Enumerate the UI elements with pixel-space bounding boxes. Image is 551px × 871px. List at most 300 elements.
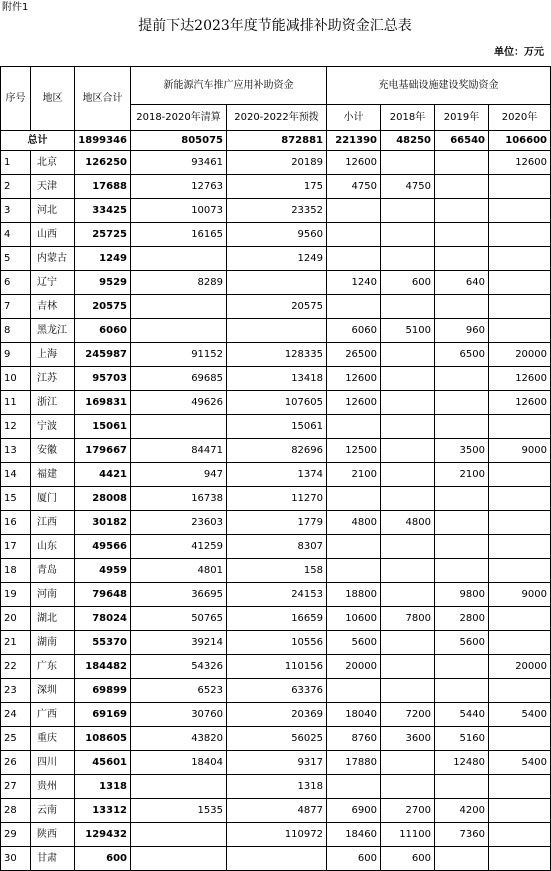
row-cell — [489, 199, 551, 223]
row-cell — [435, 775, 489, 799]
row-cell — [489, 175, 551, 199]
row-cell: 5400 — [489, 703, 551, 727]
row-cell: 6900 — [327, 799, 381, 823]
row-cell — [435, 487, 489, 511]
row-cell: 9317 — [227, 751, 327, 775]
row-cell — [227, 271, 327, 295]
row-region: 青岛 — [31, 559, 75, 583]
row-cell — [435, 247, 489, 271]
row-region: 厦门 — [31, 487, 75, 511]
row-region-total: 49566 — [75, 535, 131, 559]
row-cell — [131, 775, 227, 799]
row-seq: 2 — [1, 175, 31, 199]
row-cell — [435, 295, 489, 319]
table-row — [1, 583, 551, 607]
row-cell: 10556 — [227, 631, 327, 655]
row-cell: 9000 — [489, 583, 551, 607]
row-cell: 2100 — [327, 463, 381, 487]
row-cell — [327, 415, 381, 439]
row-seq: 17 — [1, 535, 31, 559]
table-row — [1, 223, 551, 247]
row-seq: 27 — [1, 775, 31, 799]
row-region-total: 6060 — [75, 319, 131, 343]
row-cell: 20369 — [227, 703, 327, 727]
table-row — [1, 439, 551, 463]
row-cell: 16738 — [131, 487, 227, 511]
table-row — [1, 319, 551, 343]
row-cell — [381, 223, 435, 247]
row-cell — [435, 199, 489, 223]
row-region-total: 78024 — [75, 607, 131, 631]
row-cell — [381, 655, 435, 679]
row-seq: 12 — [1, 415, 31, 439]
row-cell: 23352 — [227, 199, 327, 223]
row-cell: 12600 — [327, 151, 381, 175]
row-cell: 5600 — [435, 631, 489, 655]
header-region-total: 地区合计 — [75, 67, 131, 131]
row-cell — [489, 631, 551, 655]
row-cell — [381, 151, 435, 175]
row-cell — [381, 295, 435, 319]
row-cell: 43820 — [131, 727, 227, 751]
table-row — [1, 679, 551, 703]
row-seq: 3 — [1, 199, 31, 223]
row-cell — [489, 679, 551, 703]
row-seq: 28 — [1, 799, 31, 823]
row-cell: 7360 — [435, 823, 489, 847]
header-charge-2020: 2020年 — [489, 105, 551, 131]
table-row — [1, 727, 551, 751]
header-nev-group: 新能源汽车推广应用补助资金 — [131, 67, 327, 105]
row-cell: 15061 — [227, 415, 327, 439]
row-cell: 110972 — [227, 823, 327, 847]
table-row — [1, 367, 551, 391]
header-region: 地区 — [31, 67, 75, 131]
row-cell: 12600 — [489, 367, 551, 391]
row-seq: 7 — [1, 295, 31, 319]
row-region: 湖南 — [31, 631, 75, 655]
row-cell — [489, 319, 551, 343]
row-cell: 12600 — [489, 391, 551, 415]
row-cell — [489, 415, 551, 439]
row-seq: 14 — [1, 463, 31, 487]
row-region-total: 108605 — [75, 727, 131, 751]
row-region: 河北 — [31, 199, 75, 223]
row-cell: 82696 — [227, 439, 327, 463]
row-cell: 2800 — [435, 607, 489, 631]
row-region: 辽宁 — [31, 271, 75, 295]
row-cell: 3600 — [381, 727, 435, 751]
row-cell: 56025 — [227, 727, 327, 751]
row-cell: 7800 — [381, 607, 435, 631]
row-region-total: 17688 — [75, 175, 131, 199]
total-cell: 221390 — [327, 131, 381, 151]
row-cell — [131, 823, 227, 847]
row-cell: 175 — [227, 175, 327, 199]
row-cell — [435, 511, 489, 535]
row-cell — [327, 487, 381, 511]
row-cell: 17880 — [327, 751, 381, 775]
row-cell: 12763 — [131, 175, 227, 199]
row-region: 天津 — [31, 175, 75, 199]
row-cell: 5160 — [435, 727, 489, 751]
row-cell — [381, 535, 435, 559]
row-region: 山东 — [31, 535, 75, 559]
unit-label: 单位：万元 — [494, 47, 544, 58]
row-cell: 4750 — [327, 175, 381, 199]
row-region: 上海 — [31, 343, 75, 367]
row-cell: 11100 — [381, 823, 435, 847]
table-row — [1, 151, 551, 175]
row-seq: 1 — [1, 151, 31, 175]
row-cell — [327, 535, 381, 559]
row-cell: 9800 — [435, 583, 489, 607]
row-cell — [381, 751, 435, 775]
row-cell: 4877 — [227, 799, 327, 823]
row-seq: 19 — [1, 583, 31, 607]
row-region-total: 20575 — [75, 295, 131, 319]
row-region: 陕西 — [31, 823, 75, 847]
row-region-total: 4421 — [75, 463, 131, 487]
row-region-total: 13312 — [75, 799, 131, 823]
row-region-total: 9529 — [75, 271, 131, 295]
row-region-total: 169831 — [75, 391, 131, 415]
header-charge-2019: 2019年 — [435, 105, 489, 131]
row-cell — [435, 559, 489, 583]
row-region-total: 30182 — [75, 511, 131, 535]
row-cell: 8307 — [227, 535, 327, 559]
total-cell: 66540 — [435, 131, 489, 151]
row-cell: 6523 — [131, 679, 227, 703]
total-label: 总计 — [1, 131, 75, 151]
row-region-total: 600 — [75, 847, 131, 871]
row-cell — [327, 775, 381, 799]
row-region: 安徽 — [31, 439, 75, 463]
row-cell: 20000 — [489, 343, 551, 367]
row-cell: 947 — [131, 463, 227, 487]
table-row — [1, 559, 551, 583]
row-cell: 39214 — [131, 631, 227, 655]
row-cell — [381, 391, 435, 415]
row-cell: 84471 — [131, 439, 227, 463]
total-cell: 106600 — [489, 131, 551, 151]
row-region-total: 95703 — [75, 367, 131, 391]
row-seq: 13 — [1, 439, 31, 463]
row-cell: 4750 — [381, 175, 435, 199]
row-seq: 10 — [1, 367, 31, 391]
row-cell — [435, 223, 489, 247]
row-seq: 29 — [1, 823, 31, 847]
row-seq: 18 — [1, 559, 31, 583]
row-cell — [381, 583, 435, 607]
table-row — [1, 295, 551, 319]
row-seq: 5 — [1, 247, 31, 271]
row-cell: 18460 — [327, 823, 381, 847]
row-region-total: 55370 — [75, 631, 131, 655]
row-cell: 6500 — [435, 343, 489, 367]
table-row — [1, 511, 551, 535]
row-cell: 20575 — [227, 295, 327, 319]
table-row — [1, 631, 551, 655]
table-row — [1, 487, 551, 511]
row-cell — [381, 415, 435, 439]
row-cell: 50765 — [131, 607, 227, 631]
row-region-total: 69899 — [75, 679, 131, 703]
table-row — [1, 607, 551, 631]
row-cell: 54326 — [131, 655, 227, 679]
row-cell: 5600 — [327, 631, 381, 655]
row-cell — [489, 607, 551, 631]
row-cell: 12600 — [489, 151, 551, 175]
row-cell — [489, 295, 551, 319]
row-region: 福建 — [31, 463, 75, 487]
row-cell: 640 — [435, 271, 489, 295]
row-cell — [227, 847, 327, 871]
row-cell: 41259 — [131, 535, 227, 559]
row-cell: 107605 — [227, 391, 327, 415]
row-cell: 93461 — [131, 151, 227, 175]
row-cell — [131, 295, 227, 319]
row-cell — [489, 559, 551, 583]
row-cell — [327, 559, 381, 583]
row-seq: 30 — [1, 847, 31, 871]
row-cell: 5100 — [381, 319, 435, 343]
row-cell — [435, 847, 489, 871]
page-title: 提前下达2023年度节能减排补助资金汇总表 — [138, 18, 412, 34]
row-cell: 18404 — [131, 751, 227, 775]
row-region-total: 1318 — [75, 775, 131, 799]
row-cell — [227, 319, 327, 343]
header-nev-clearing: 2018-2020年清算 — [131, 105, 227, 131]
row-cell: 16165 — [131, 223, 227, 247]
table-row — [1, 703, 551, 727]
row-seq: 20 — [1, 607, 31, 631]
row-cell — [489, 847, 551, 871]
row-cell: 24153 — [227, 583, 327, 607]
row-cell: 128335 — [227, 343, 327, 367]
row-region-total: 184482 — [75, 655, 131, 679]
row-region: 深圳 — [31, 679, 75, 703]
row-region: 甘肃 — [31, 847, 75, 871]
row-cell: 8760 — [327, 727, 381, 751]
row-cell — [131, 847, 227, 871]
table-row — [1, 247, 551, 271]
row-cell: 1535 — [131, 799, 227, 823]
header-charge-subtotal: 小计 — [327, 105, 381, 131]
row-region-total: 69169 — [75, 703, 131, 727]
row-seq: 21 — [1, 631, 31, 655]
row-seq: 4 — [1, 223, 31, 247]
row-cell: 12480 — [435, 751, 489, 775]
row-region-total: 79648 — [75, 583, 131, 607]
row-cell: 10073 — [131, 199, 227, 223]
row-region: 山西 — [31, 223, 75, 247]
row-region-total: 179667 — [75, 439, 131, 463]
row-cell: 36695 — [131, 583, 227, 607]
row-region: 黑龙江 — [31, 319, 75, 343]
row-cell — [435, 415, 489, 439]
row-region: 重庆 — [31, 727, 75, 751]
row-cell — [131, 247, 227, 271]
row-cell: 26500 — [327, 343, 381, 367]
table-row — [1, 535, 551, 559]
total-cell: 872881 — [227, 131, 327, 151]
row-seq: 15 — [1, 487, 31, 511]
row-cell: 20000 — [489, 655, 551, 679]
table-row — [1, 175, 551, 199]
row-cell — [381, 367, 435, 391]
attachment-label: 附件1 — [2, 2, 29, 13]
total-row — [1, 131, 551, 151]
row-cell — [435, 679, 489, 703]
row-cell: 2700 — [381, 799, 435, 823]
row-cell: 12500 — [327, 439, 381, 463]
row-cell — [489, 727, 551, 751]
row-cell: 4801 — [131, 559, 227, 583]
row-cell: 63376 — [227, 679, 327, 703]
row-cell: 30760 — [131, 703, 227, 727]
row-region: 江西 — [31, 511, 75, 535]
subsidy-table — [0, 66, 551, 871]
row-cell — [435, 655, 489, 679]
row-seq: 22 — [1, 655, 31, 679]
row-cell: 49626 — [131, 391, 227, 415]
row-region-total: 45601 — [75, 751, 131, 775]
row-cell — [327, 295, 381, 319]
row-cell: 9000 — [489, 439, 551, 463]
row-region: 湖北 — [31, 607, 75, 631]
row-cell: 16659 — [227, 607, 327, 631]
row-cell: 1240 — [327, 271, 381, 295]
row-cell — [435, 535, 489, 559]
row-cell — [381, 631, 435, 655]
row-cell: 20000 — [327, 655, 381, 679]
row-region: 河南 — [31, 583, 75, 607]
row-cell: 7200 — [381, 703, 435, 727]
row-cell: 158 — [227, 559, 327, 583]
row-cell — [435, 391, 489, 415]
row-cell — [489, 511, 551, 535]
row-cell — [435, 367, 489, 391]
row-region-total: 245987 — [75, 343, 131, 367]
row-cell: 960 — [435, 319, 489, 343]
row-cell: 12600 — [327, 391, 381, 415]
row-cell: 600 — [381, 271, 435, 295]
row-region-total: 28008 — [75, 487, 131, 511]
row-region-total: 25725 — [75, 223, 131, 247]
row-cell: 3500 — [435, 439, 489, 463]
row-cell — [435, 151, 489, 175]
table-row — [1, 199, 551, 223]
table-row — [1, 271, 551, 295]
row-cell — [489, 535, 551, 559]
row-region-total: 1249 — [75, 247, 131, 271]
row-cell: 1779 — [227, 511, 327, 535]
row-cell: 69685 — [131, 367, 227, 391]
row-seq: 23 — [1, 679, 31, 703]
row-seq: 8 — [1, 319, 31, 343]
row-cell — [381, 487, 435, 511]
row-cell — [327, 679, 381, 703]
header-charge-2018: 2018年 — [381, 105, 435, 131]
row-cell: 20189 — [227, 151, 327, 175]
table-row — [1, 391, 551, 415]
row-cell — [489, 799, 551, 823]
row-cell — [489, 823, 551, 847]
row-cell — [489, 223, 551, 247]
row-cell — [489, 775, 551, 799]
table-row — [1, 463, 551, 487]
row-cell: 6060 — [327, 319, 381, 343]
row-cell — [489, 463, 551, 487]
row-cell: 13418 — [227, 367, 327, 391]
total-cell: 1899346 — [75, 131, 131, 151]
row-seq: 24 — [1, 703, 31, 727]
row-seq: 25 — [1, 727, 31, 751]
row-region: 四川 — [31, 751, 75, 775]
row-region-total: 129432 — [75, 823, 131, 847]
header-charge-group: 充电基础设施建设奖励资金 — [327, 67, 551, 105]
total-cell: 48250 — [381, 131, 435, 151]
table-row — [1, 775, 551, 799]
row-cell — [381, 247, 435, 271]
row-cell: 9560 — [227, 223, 327, 247]
row-region: 云南 — [31, 799, 75, 823]
row-cell — [435, 175, 489, 199]
table-row — [1, 799, 551, 823]
row-cell: 110156 — [227, 655, 327, 679]
row-seq: 6 — [1, 271, 31, 295]
row-cell: 1249 — [227, 247, 327, 271]
row-cell: 12600 — [327, 367, 381, 391]
row-cell — [131, 319, 227, 343]
row-cell — [381, 775, 435, 799]
row-cell — [381, 559, 435, 583]
row-cell: 600 — [381, 847, 435, 871]
row-cell: 1374 — [227, 463, 327, 487]
row-cell — [489, 487, 551, 511]
header-nev-advance: 2020-2022年预拨 — [227, 105, 327, 131]
row-cell — [381, 343, 435, 367]
row-cell: 4200 — [435, 799, 489, 823]
row-cell: 91152 — [131, 343, 227, 367]
total-cell: 805075 — [131, 131, 227, 151]
row-cell: 5400 — [489, 751, 551, 775]
row-region: 内蒙古 — [31, 247, 75, 271]
row-cell: 4800 — [381, 511, 435, 535]
row-cell — [489, 247, 551, 271]
row-cell: 5440 — [435, 703, 489, 727]
table-row — [1, 343, 551, 367]
row-cell — [381, 679, 435, 703]
row-region: 北京 — [31, 151, 75, 175]
row-cell — [327, 199, 381, 223]
row-region: 吉林 — [31, 295, 75, 319]
row-cell: 18800 — [327, 583, 381, 607]
row-seq: 11 — [1, 391, 31, 415]
row-region: 宁波 — [31, 415, 75, 439]
row-region: 浙江 — [31, 391, 75, 415]
row-cell: 23603 — [131, 511, 227, 535]
row-cell — [381, 463, 435, 487]
row-cell — [489, 271, 551, 295]
table-row — [1, 655, 551, 679]
row-cell — [381, 199, 435, 223]
row-cell: 10600 — [327, 607, 381, 631]
row-region-total: 4959 — [75, 559, 131, 583]
row-region-total: 126250 — [75, 151, 131, 175]
table-row — [1, 847, 551, 871]
